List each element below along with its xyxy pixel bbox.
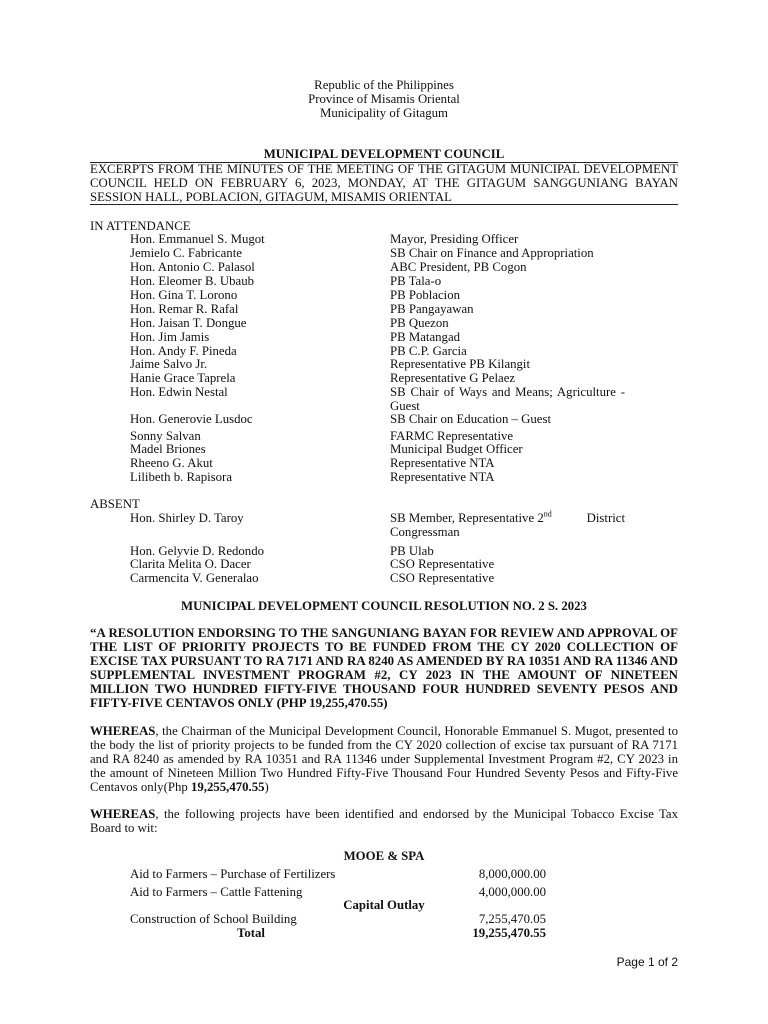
project-amount: 7,255,470.05 [478, 912, 546, 926]
attendee-name: Hanie Grace Taprela [130, 371, 236, 385]
attendance-heading: IN ATTENDANCE [90, 219, 191, 233]
attendee-row [0, 233, 768, 247]
title-rule-bottom [90, 204, 678, 205]
total-label: Total [237, 926, 265, 940]
attendee-role: Representative G Pelaez [390, 371, 516, 385]
attendee-name: Hon. Generovie Lusdoc [130, 412, 253, 426]
total-amount: 19,255,470.55 [472, 926, 546, 940]
attendee-role: PB Tala-o [390, 274, 442, 288]
whereas-text: , the Chairman of the Municipal Development Council, Honorable Emmanuel S. Mugot, presented to the body the list of priority projects to be funded from the CY 2020 collection of excise tax pursuant of RA 7171 and RA 8240 as amended by RA 10351 and RA 11346 under Supplemental Investment Program #2, CY 2023 in the amount of Nineteen Million Two Hundred Fifty-Five Thousand Four Hundred Seventy Pesos and Fifty-Five Centavos only(Php [90, 724, 678, 794]
attendee-name: Hon. Emmanuel S. Mugot [130, 232, 265, 246]
resolution-body: “A RESOLUTION ENDORSING TO THE SANGUNIANG BAYAN FOR REVIEW AND APPROVAL OF THE LIST OF PRIORITY PROJECTS TO BE FUNDED FROM THE CY 2020 COLLECTION OF EXCISE TAX PURSUANT TO RA 7171 AND RA 8240 AS AMENDED BY RA 10351 AND RA 11346 AND SUPPLEMENTAL INVESTMENT PROGRAM #2, CY 2023 IN THE AMOUNT OF NINETEEN MILLION TWO HUNDRED FIFTY-FIVE THOUSAND FOUR HUNDRED SEVENTY PESOS AND FIFTY-FIVE CENTAVOS ONLY (PHP 19,255,470.55) [90, 626, 678, 710]
whereas-close: ) [264, 779, 269, 794]
absent-row [0, 572, 768, 586]
attendee-name: Madel Briones [130, 442, 206, 456]
attendee-role: Representative NTA [390, 456, 495, 470]
capital-outlay-heading: Capital Outlay [343, 898, 425, 912]
attendee-row [0, 358, 768, 372]
resolution-title: MUNICIPAL DEVELOPMENT COUNCIL RESOLUTION NO. 2 S. 2023 [181, 599, 587, 613]
attendee-name: Hon. Antonio C. Palasol [130, 260, 255, 274]
absent-name: Hon. Gelyvie D. Redondo [130, 544, 264, 558]
attendee-row [0, 345, 768, 359]
minutes-excerpt: EXCERPTS FROM THE MINUTES OF THE MEETING OF THE GITAGUM MUNICIPAL DEVELOPMENT COUNCIL HELD ON FEBRUARY 6, 2023, MONDAY, AT THE GITAGUM SANGGUNIANG BAYAN SESSION HALL, POBLACION, GITAGUM, MISAMIS ORIENTAL [90, 162, 678, 204]
absent-role-text: SB Member, Representative 2 [390, 511, 544, 525]
whereas-lead: WHEREAS [90, 807, 156, 821]
project-name: Aid to Farmers – Purchase of Fertilizers [130, 867, 336, 881]
mooe-heading: MOOE & SPA [343, 849, 425, 863]
header-municipality: Municipality of Gitagum [320, 106, 448, 120]
attendee-row [0, 471, 768, 485]
attendee-name: Lilibeth b. Rapisora [130, 470, 233, 484]
absent-role: PB Ulab [390, 544, 434, 558]
attendee-role: SB Chair on Education – Guest [390, 412, 552, 426]
attendee-row [0, 386, 768, 414]
attendee-role: ABC President, PB Cogon [390, 260, 527, 274]
attendee-row [0, 443, 768, 457]
project-name: Aid to Farmers – Cattle Fattening [130, 885, 303, 899]
absent-role-line1 [390, 509, 625, 526]
absent-role: CSO Representative [390, 571, 495, 585]
absent-row [0, 509, 768, 540]
attendee-role: SB Chair of Ways and Means; Agriculture - Guest [390, 385, 625, 413]
attendee-name: Hon. Andy F. Pineda [130, 344, 237, 358]
absent-row [0, 545, 768, 559]
header-province: Province of Misamis Oriental [308, 92, 460, 106]
absent-row [0, 558, 768, 572]
attendee-row [0, 289, 768, 303]
attendee-name: Hon. Eleomer B. Ubaub [130, 274, 255, 288]
whereas-paragraph-1 [90, 725, 678, 795]
attendee-name: Jemielo C. Fabricante [130, 246, 242, 260]
header-republic: Republic of the Philippines [314, 78, 454, 92]
attendee-role: Municipal Budget Officer [390, 442, 523, 456]
attendee-role: Representative NTA [390, 470, 495, 484]
attendee-row [0, 331, 768, 345]
whereas-amount: 19,255,470.55 [190, 779, 265, 794]
attendee-row [0, 372, 768, 386]
attendee-row [0, 317, 768, 331]
absent-heading: ABSENT [90, 497, 140, 511]
attendee-role: PB Quezon [390, 316, 449, 330]
attendee-name: Hon. Remar R. Rafal [130, 302, 239, 316]
attendee-row [0, 457, 768, 471]
absent-role: CSO Representative [390, 557, 495, 571]
attendee-name: Hon. Jaisan T. Dongue [130, 316, 247, 330]
attendee-name: Rheeno G. Akut [130, 456, 213, 470]
council-title: MUNICIPAL DEVELOPMENT COUNCIL [263, 147, 505, 161]
attendee-role: PB Pangayawan [390, 302, 474, 316]
attendee-name: Jaime Salvo Jr. [130, 357, 208, 371]
attendee-name: Hon. Jim Jamis [130, 330, 210, 344]
attendee-role: Mayor, Presiding Officer [390, 232, 519, 246]
absent-role-sup: nd [543, 509, 552, 519]
project-name: Construction of School Building [130, 912, 297, 926]
attendee-row [0, 261, 768, 275]
absent-role-line2: Congressman [390, 524, 460, 539]
absent-name: Clarita Melita O. Dacer [130, 557, 251, 571]
absent-role [390, 509, 625, 540]
absent-name: Hon. Shirley D. Taroy [130, 511, 244, 525]
attendee-name: Hon. Gina T. Lorono [130, 288, 238, 302]
attendee-name: Hon. Edwin Nestal [130, 385, 228, 399]
attendee-role: Representative PB Kilangit [390, 357, 531, 371]
project-amount: 4,000,000.00 [478, 885, 546, 899]
attendee-row [0, 413, 768, 427]
page-number: Page 1 of 2 [616, 955, 678, 969]
attendee-role: PB Matangad [390, 330, 461, 344]
attendee-role: PB C.P. Garcia [390, 344, 467, 358]
whereas-paragraph-2 [90, 808, 678, 836]
attendee-row [0, 275, 768, 289]
attendee-row [0, 430, 768, 444]
attendee-role: PB Poblacion [390, 288, 461, 302]
attendee-role: SB Chair on Finance and Appropriation [390, 246, 594, 260]
project-amount: 8,000,000.00 [478, 867, 546, 881]
attendee-name: Sonny Salvan [130, 429, 201, 443]
absent-role-a [390, 509, 552, 526]
whereas-text: , the following projects have been identified and endorsed by the Municipal Tobacco Excise Tax Board to wit: [90, 807, 678, 835]
attendee-role: FARMC Representative [390, 429, 514, 443]
whereas-lead: WHEREAS [90, 724, 156, 738]
absent-role-b: District [586, 511, 625, 525]
attendee-row [0, 247, 768, 261]
absent-name: Carmencita V. Generalao [130, 571, 259, 585]
attendee-row [0, 303, 768, 317]
